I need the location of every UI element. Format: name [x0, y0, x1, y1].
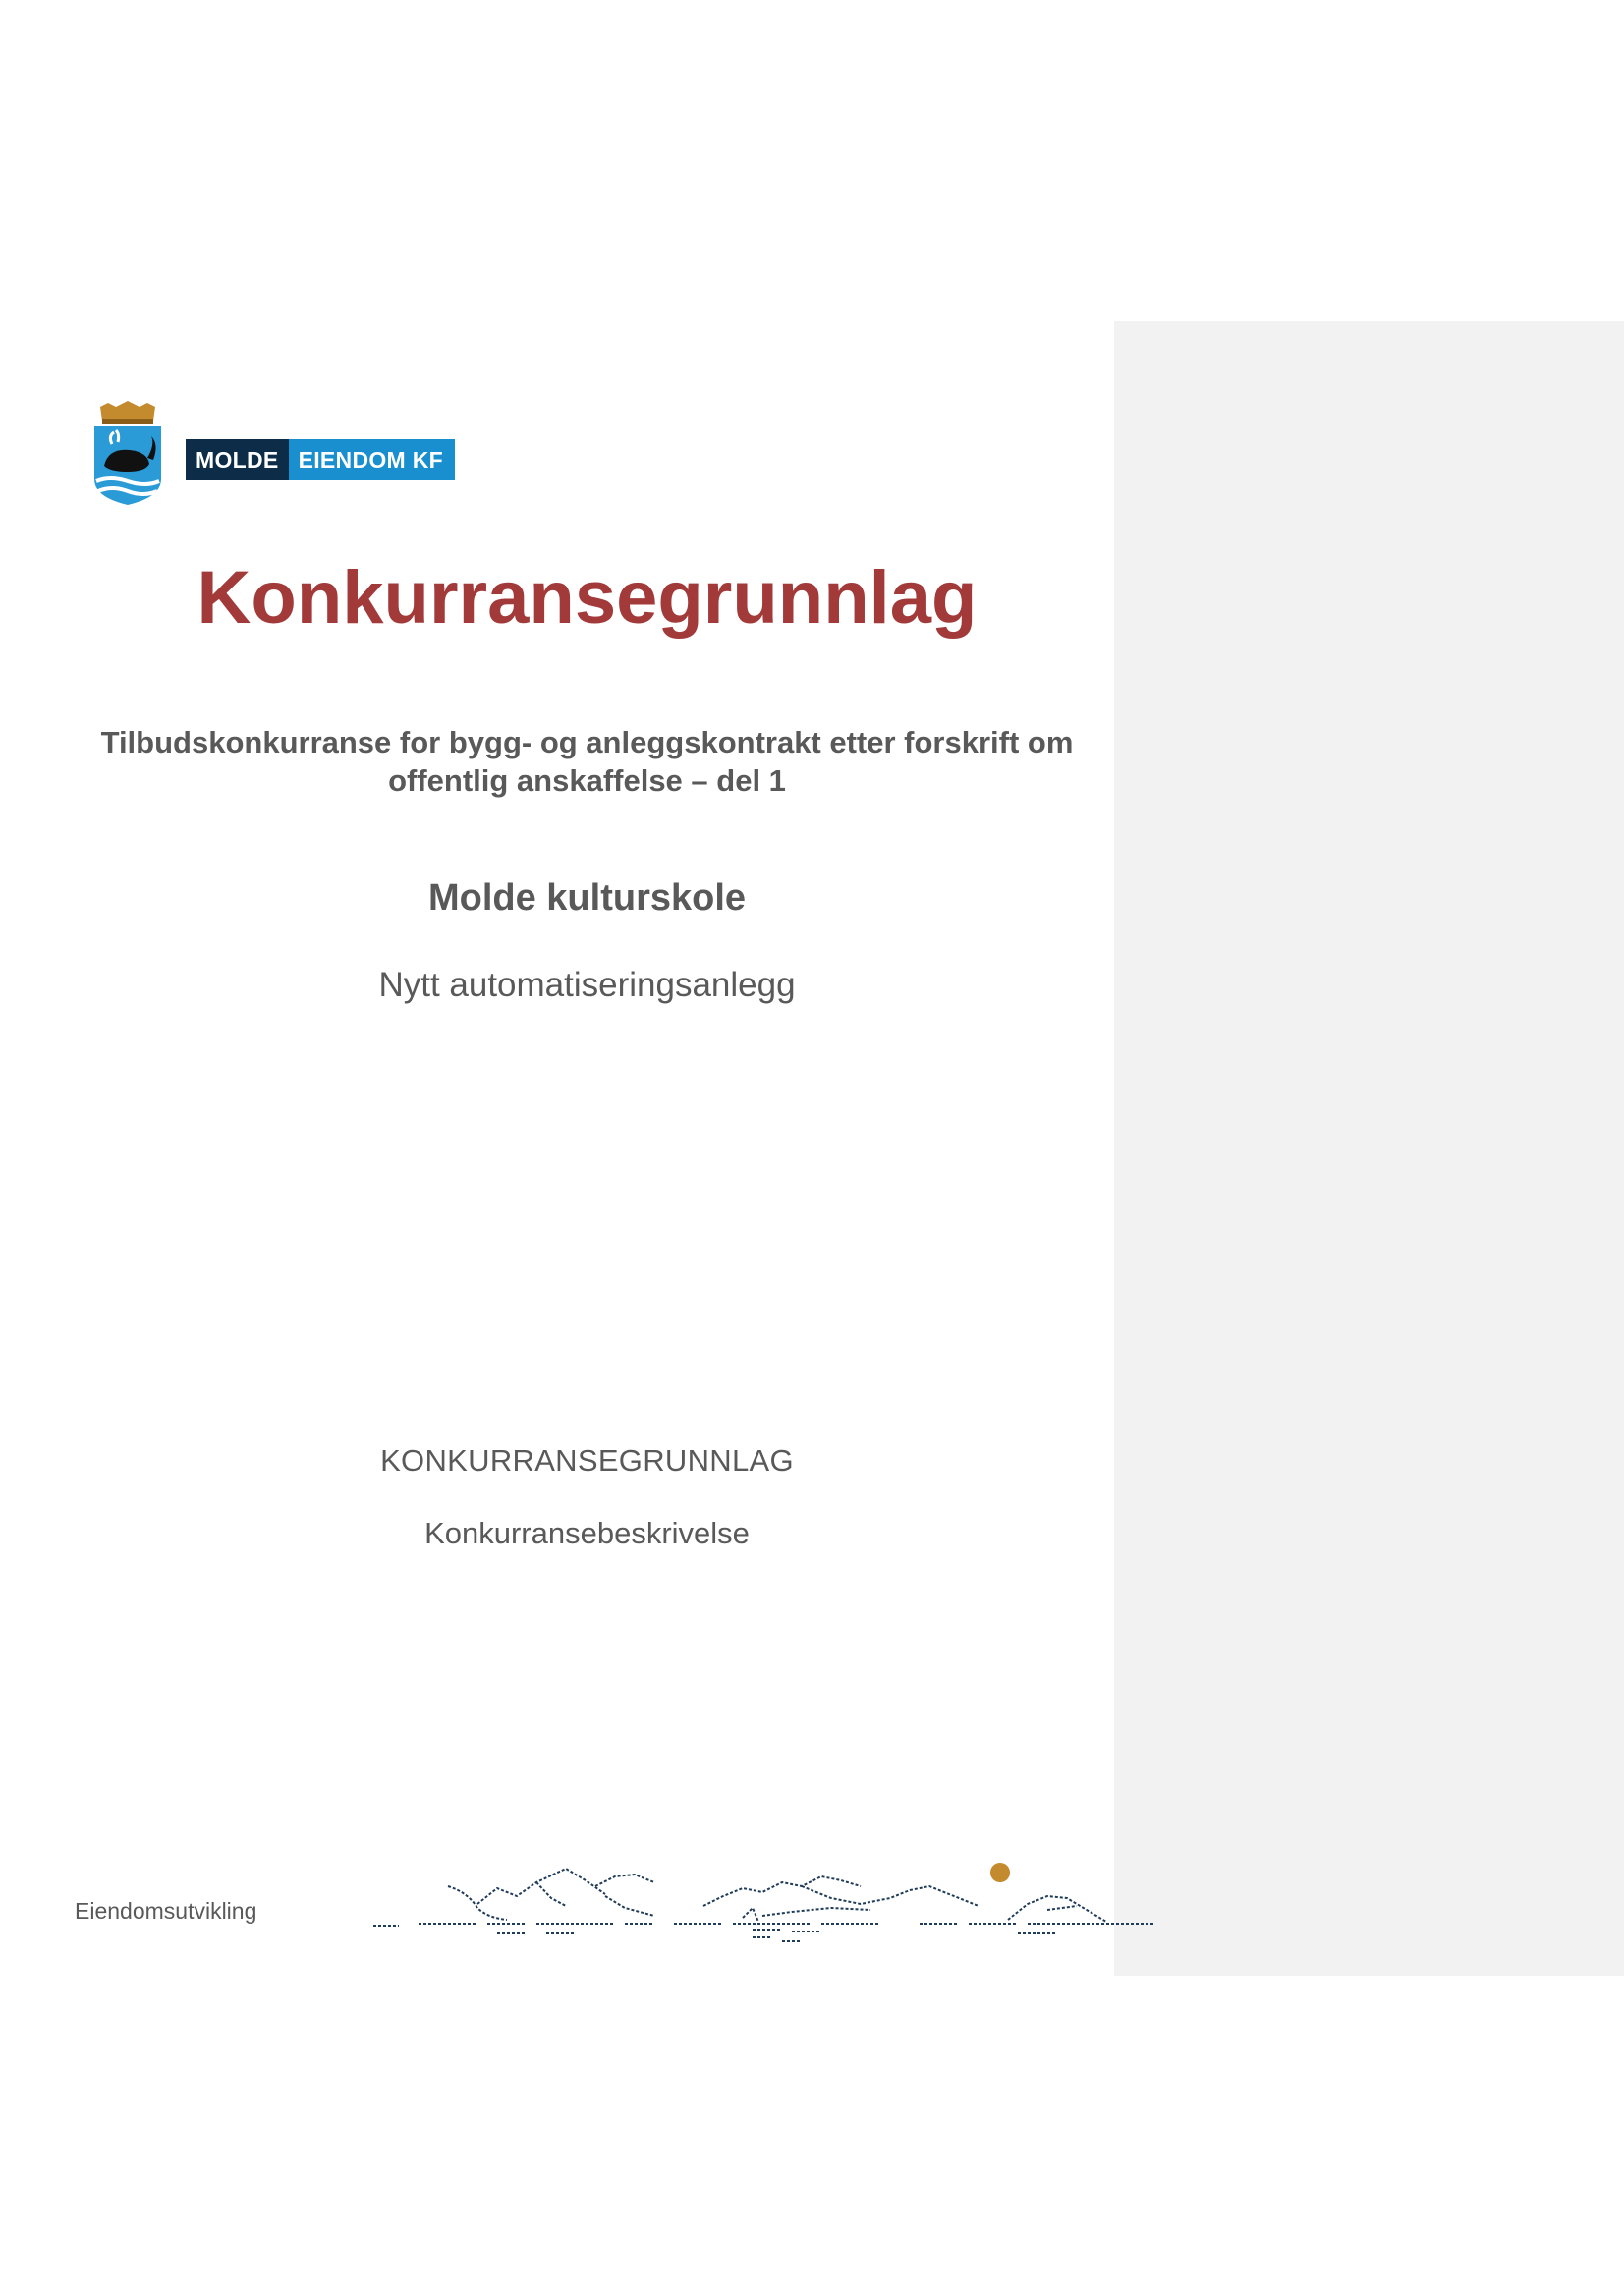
document-subtitle	[0, 723, 1174, 800]
crest-icon	[90, 401, 165, 507]
brand-wordmark	[186, 439, 455, 480]
subtitle-line-2: offentlig anskaffelse – del 1	[388, 763, 786, 798]
section-label: KONKURRANSEGRUNNLAG	[380, 1443, 794, 1478]
document-title: Konkurransegrunnlag	[196, 556, 978, 640]
side-panel	[1114, 321, 1624, 1976]
project-name: Molde kulturskole	[427, 877, 747, 919]
company-logo	[90, 401, 464, 509]
brand-left-text: MOLDE	[186, 439, 289, 480]
project-description: Nytt automatiseringsanlegg	[378, 966, 796, 1004]
landscape-illustration	[369, 1847, 1175, 1945]
section-subtitle: Konkurransebeskrivelse	[424, 1516, 750, 1550]
subtitle-line-1: Tilbudskonkurranse for bygg- og anleggskontrakt etter forskrift om	[100, 725, 1074, 759]
brand-right-text: EIENDOM KF	[289, 439, 455, 480]
sun-icon	[990, 1863, 1010, 1882]
footer-department: Eiendomsutvikling	[75, 1898, 257, 1924]
